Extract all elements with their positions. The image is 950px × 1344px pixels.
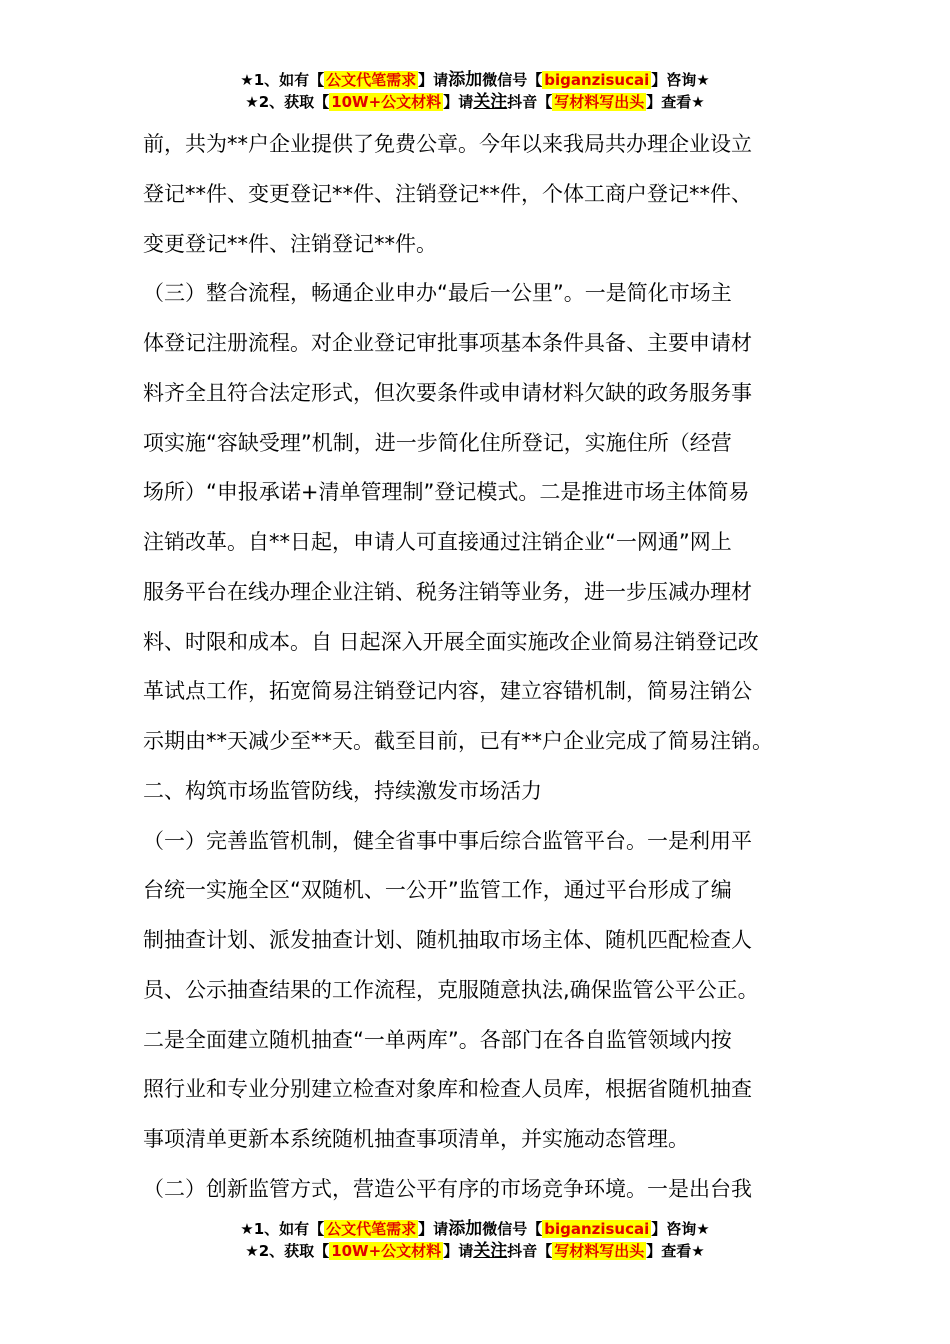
promo-highlight: 公文代笔需求 bbox=[326, 71, 417, 89]
body-line: 事项清单更新本系统随机抽查事项清单，并实施动态管理。 bbox=[143, 1127, 689, 1151]
body-line: （一）完善监管机制，健全省事中事后综合监管平台。一是利用平 bbox=[143, 828, 752, 853]
promo-text: 】查看★ bbox=[646, 1242, 705, 1260]
promo-text: 微信号【 bbox=[482, 71, 543, 89]
promo-banner-top bbox=[0, 69, 950, 113]
promo-text: 抖音【 bbox=[507, 93, 553, 111]
promo-line-2 bbox=[0, 91, 950, 113]
promo-highlight: 写材料写出头 bbox=[554, 1242, 645, 1260]
promo-text: 】请 bbox=[418, 71, 449, 89]
promo-text: 】咨询★ bbox=[651, 71, 710, 89]
body-line: 变更登记**件、注销登记**件。 bbox=[143, 231, 437, 256]
body-line: 服务平台在线办理企业注销、税务注销等业务，进一步压减办理材 bbox=[143, 579, 752, 604]
body-line: （三）整合流程，畅通企业申办“最后一公里”。一是简化市场主 bbox=[143, 281, 732, 306]
promo-highlight: biganzisucai bbox=[544, 1220, 650, 1238]
promo-banner-bottom bbox=[0, 1218, 950, 1262]
body-line: 注销改革。自**日起，申请人可直接通过注销企业“一网通”网上 bbox=[143, 530, 732, 554]
body-line: 革试点工作，拓宽简易注销登记内容，建立容错机制，简易注销公 bbox=[143, 679, 752, 704]
promo-line-1 bbox=[0, 69, 950, 91]
body-line: 体登记注册流程。对企业登记审批事项基本条件具备、主要申请材 bbox=[143, 331, 752, 355]
body-line: 项实施“容缺受理”机制，进一步简化住所登记，实施住所（经营 bbox=[143, 430, 732, 455]
body-line: 料齐全且符合法定形式，但次要条件或申请材料欠缺的政务服务事 bbox=[143, 380, 752, 405]
promo-text: 】查看★ bbox=[646, 93, 705, 111]
body-line: 料、时限和成本。自 日起深入开展全面实施改企业简易注销登记改 bbox=[143, 629, 759, 654]
document-body bbox=[143, 120, 811, 1215]
body-line: 员、公示抽查结果的工作流程，克服随意执法,确保监管公平公正。 bbox=[143, 977, 759, 1002]
promo-highlight: 10W+公文材料 bbox=[331, 1242, 442, 1260]
promo-text: 】请 bbox=[443, 1242, 474, 1260]
body-line: 二是全面建立随机抽查“一单两库”。各部门在各自监管领域内按 bbox=[143, 1027, 732, 1052]
promo-highlight: 写材料写出头 bbox=[554, 93, 645, 111]
promo-emphasis: 添加 bbox=[448, 1219, 483, 1239]
promo-text: 】请 bbox=[418, 1220, 449, 1238]
body-line: 台统一实施全区“双随机、一公开”监管工作，通过平台形成了编 bbox=[143, 878, 732, 903]
promo-text: ★1、如有【 bbox=[240, 1220, 325, 1238]
promo-highlight: 公文代笔需求 bbox=[326, 1220, 417, 1238]
promo-text: 】请 bbox=[443, 93, 474, 111]
promo-emphasis: 添加 bbox=[448, 70, 483, 90]
section-heading: 二、构筑市场监管防线，持续激发市场活力 bbox=[143, 778, 542, 803]
body-line: 制抽查计划、派发抽查计划、随机抽取市场主体、随机匹配检查人 bbox=[143, 928, 752, 952]
body-line: 场所）“申报承诺+清单管理制”登记模式。二是推进市场主体简易 bbox=[143, 480, 750, 505]
promo-highlight: biganzisucai bbox=[544, 71, 650, 89]
body-line: 照行业和专业分别建立检查对象库和检查人员库，根据省随机抽查 bbox=[143, 1077, 752, 1102]
body-line: （二）创新监管方式，营造公平有序的市场竞争环境。一是出台我 bbox=[143, 1176, 752, 1201]
promo-text: ★2、获取【 bbox=[245, 1242, 330, 1260]
promo-text: ★1、如有【 bbox=[240, 71, 325, 89]
body-line: 登记**件、变更登记**件、注销登记**件，个体工商户登记**件、 bbox=[143, 181, 752, 206]
promo-text: ★2、获取【 bbox=[245, 93, 330, 111]
promo-line-1 bbox=[0, 1218, 950, 1240]
body-line: 示期由**天减少至**天。截至目前，已有**户企业完成了简易注销。 bbox=[143, 729, 773, 753]
promo-highlight: 10W+公文材料 bbox=[331, 93, 442, 111]
promo-line-2 bbox=[0, 1240, 950, 1262]
promo-text: 抖音【 bbox=[507, 1242, 553, 1260]
promo-text: 微信号【 bbox=[482, 1220, 543, 1238]
promo-text: 】咨询★ bbox=[651, 1220, 710, 1238]
body-line: 前，共为**户企业提供了免费公章。今年以来我局共办理企业设立 bbox=[143, 132, 752, 156]
promo-emphasis: 关注 bbox=[473, 1241, 508, 1261]
promo-emphasis: 关注 bbox=[473, 92, 508, 112]
